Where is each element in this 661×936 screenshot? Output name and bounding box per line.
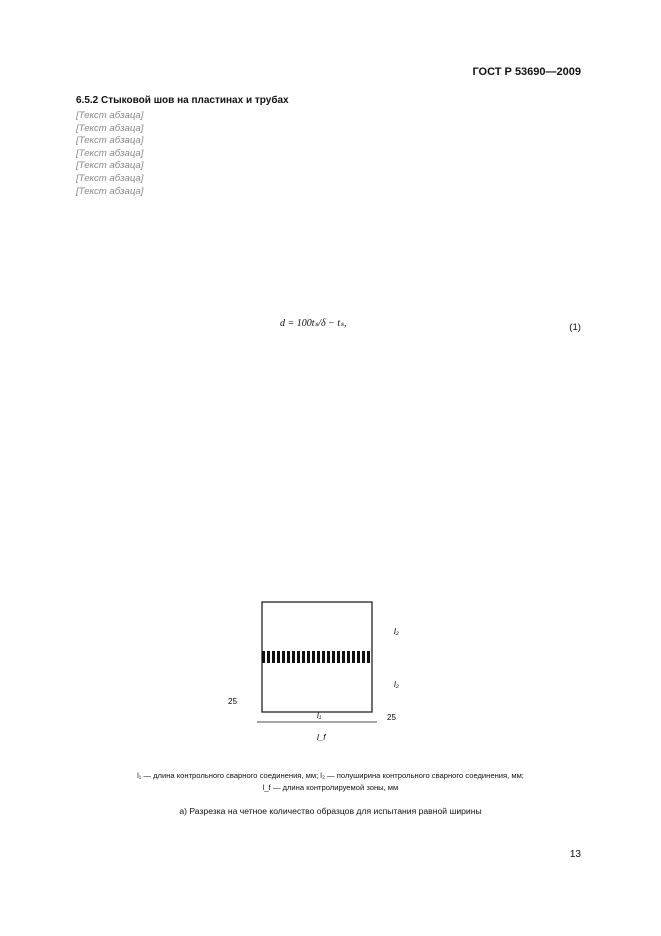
section-title: 6.5.2 Стыковой шов на пластинах и трубах — [76, 95, 289, 106]
dim-l1: l₁ — [317, 711, 322, 720]
figure-legend — [0, 770, 661, 794]
paragraph: [Текст абзаца] — [76, 185, 144, 197]
body-text — [58, 110, 584, 198]
dim-25-left: 25 — [228, 697, 237, 706]
legend-line: l₁ — длина контрольного сварного соединения, мм; l₂ — полуширина контрольного сварного соединения, мм; — [137, 771, 524, 780]
dim-25-right: 25 — [387, 713, 396, 722]
dim-l2-bottom: l₂ — [394, 680, 399, 689]
paragraph: [Текст абзаца] — [76, 160, 144, 172]
legend-line: l_f — длина контролируемой зоны, мм — [262, 783, 399, 792]
dim-l2-top: l₂ — [394, 627, 399, 636]
paragraph: [Текст абзаца] — [76, 147, 144, 159]
figure-caption: а) Разрезка на четное количество образцов для испытания равной ширины — [179, 806, 482, 816]
paragraph: [Текст абзаца] — [76, 172, 144, 184]
page-number: 13 — [569, 849, 581, 860]
dim-lf: l_f — [317, 733, 326, 742]
formula-number: (1) — [569, 322, 581, 333]
paragraph: [Текст абзаца] — [76, 110, 144, 121]
paragraph: [Текст абзаца] — [76, 122, 144, 134]
formula: d = 100tₛ/δ − tₛ, — [280, 318, 347, 329]
paragraph: [Текст абзаца] — [76, 135, 144, 147]
weld-specimen-figure — [222, 592, 422, 752]
document-header: ГОСТ Р 53690—2009 — [472, 66, 581, 78]
